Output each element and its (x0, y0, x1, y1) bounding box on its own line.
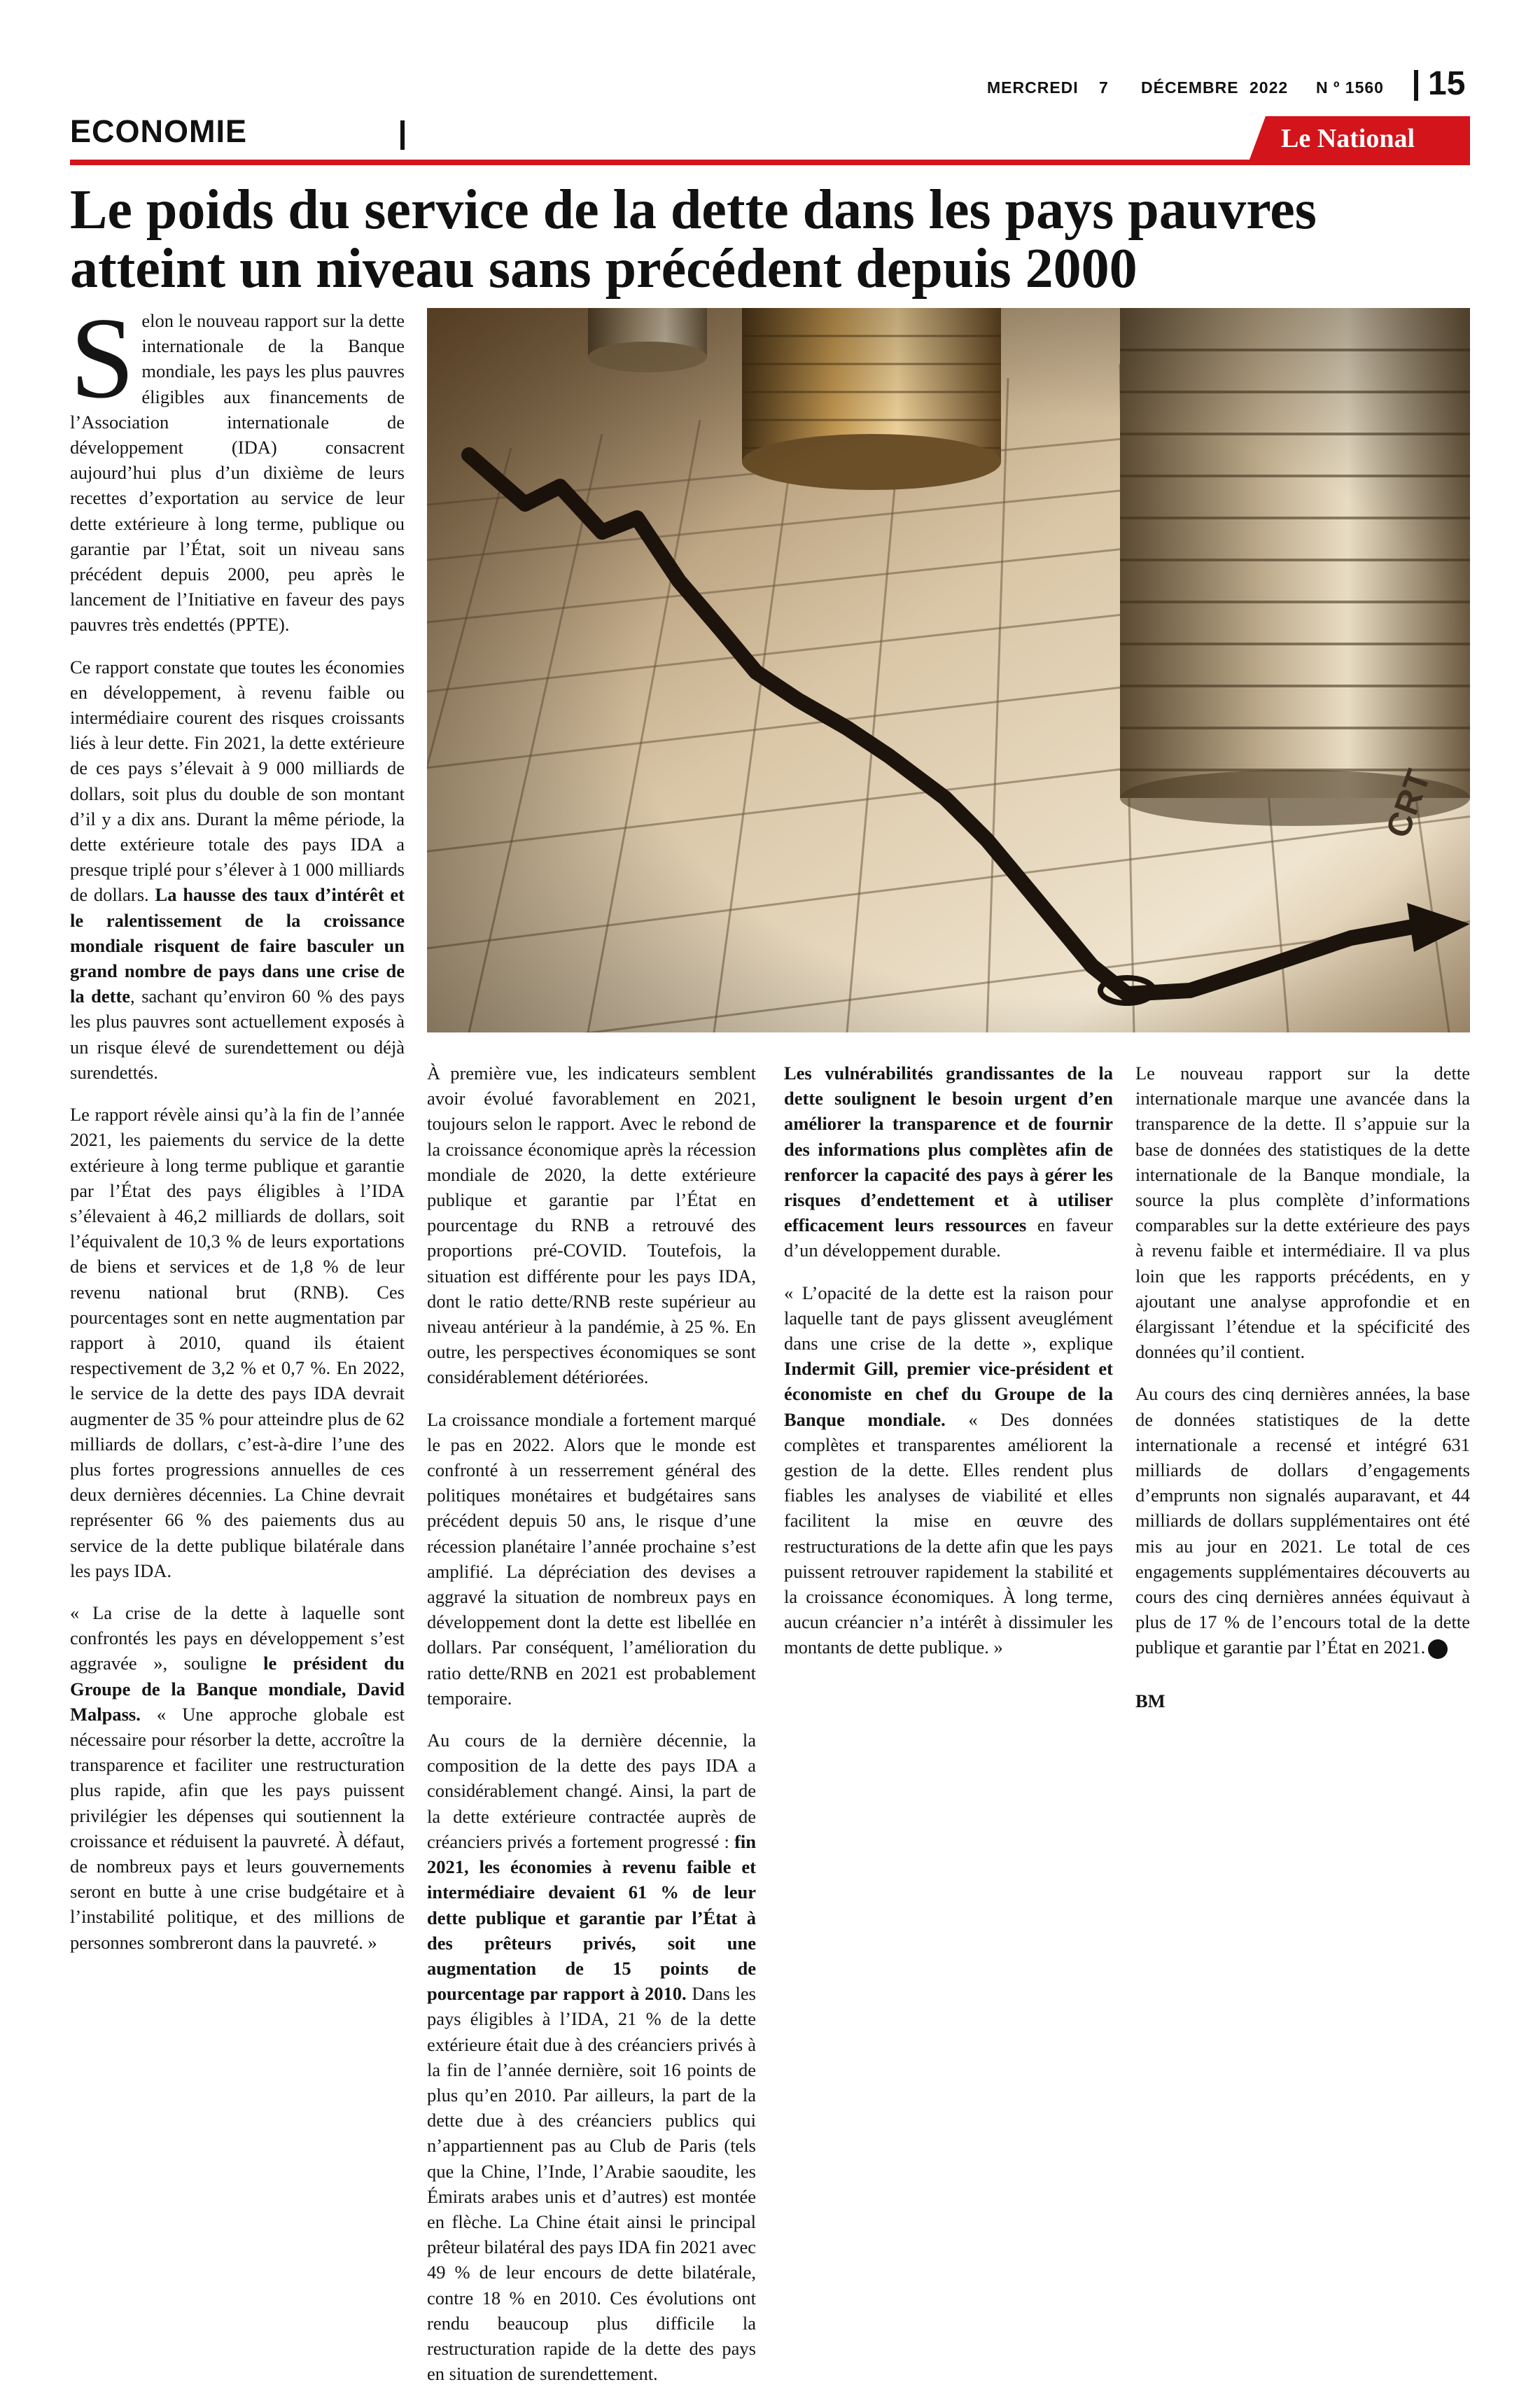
paragraph-1-text: elon le nouveau rapport sur la dette internationale de la Banque mondiale, les pays les plus pauvres éligibles aux financements de l’Association internationale de développement (IDA) consacrent aujourd’hui plus d’un dixième de leurs recettes d’exportation au service de leur dette extérieure à long terme, publique ou garantie par l’État, soit un niveau sans précédent depuis 2000, peu après le lancement de l’Initiative en faveur des pays pauvres très endettés (PPTE). (70, 310, 405, 636)
header-date-day: 7 (1099, 78, 1109, 97)
paragraph-2-after: , sachant qu’environ 60 % des pays les plus pauvres sont actuellement exposés à un risque élevé de surendettement ou déjà surendettés. (70, 986, 405, 1083)
article-photo (427, 308, 1470, 1032)
paragraph-4-before: « La crise de la dette à laquelle sont confrontés les pays en développement s’est aggravée », souligne (70, 1602, 405, 1674)
paragraph-9-after: « Des données complètes et transparentes améliorent la gestion de la dette. Elles rendent plus fiables les analyses de viabilité et elles facilitent la mise en œuvre des restructurations de la dette afin que les pays puissent retrouver rapidement la stabilité et la croissance économiques. À long terme, aucun créancier n’a intérêt à dissimuler les montants de dette publique. » (784, 1408, 1113, 1658)
article-paragraph-4 (70, 1600, 405, 1955)
paragraph-7-before: Au cours de la dernière décennie, la composition de la dette des pays IDA a considérablement changé. Ainsi, la part de la dette extérieure contractée auprès de créanciers privés a fortement progressé : (427, 1730, 756, 1852)
end-mark-icon (1428, 1639, 1448, 1659)
article-column-1 (70, 293, 405, 1972)
section-divider (400, 120, 405, 150)
header-issue-number: N º 1560 (1316, 78, 1384, 97)
article-paragraph-3: Le rapport révèle ainsi qu’à la fin de l’année 2021, les paiements du service de la dette extérieure à long terme publique et garantie par l’État des pays éligibles à l’IDA s’élevaient à 46,2 milliards de dollars, soit l’équivalent de 10,3 % de leurs exportations de biens et services et de 1,8 % de leur revenu national brut (RNB). Ces pourcentages sont en nette augmentation par rapport à 2010, quand ils étaient respectivement de 3,2 % et 0,7 %. En 2022, le service de la dette des pays IDA devrait augmenter de 35 % pour atteindre plus de 62 milliards de dollars, c’est-à-dire l’une des plus fortes progressions annuelles de ces deux dernières décennies. La Chine devrait représenter 66 % des paiements dus au service de la dette publique bilatérale dans les pays IDA. (70, 1104, 405, 1581)
paragraph-8-after: en faveur d’un développement durable. (784, 1214, 1113, 1261)
article-paragraph-10: Le nouveau rapport sur la dette internationale marque une avancée dans la transparence de la dette. Il s’appuie sur la base de données des statistiques de la dette internationale de la Banque mondiale, la source la plus complète d’informations comparables sur la dette extérieure des pays à revenu faible et intermédiaire. Il va plus loin que les rapports précédents, en y ajoutant une analyse approfondie et en élargissant l’étendue et la spécificité des données qu’il contient. (1135, 1063, 1470, 1363)
page-number: 15 (1428, 65, 1466, 102)
paragraph-9-before: « L’opacité de la dette est la raison pour laquelle tant de pays glissent aveuglément dans une crise de la dette », explique (784, 1282, 1113, 1354)
section-label: ECONOMIE (70, 113, 248, 149)
article-paragraph-5: À première vue, les indicateurs semblent avoir évolué favorablement en 2021, toujours selon le rapport. Avec le rebond de la croissance économique après la récession mondiale de 2020, la dette extérieure publique et garantie par l’État en pourcentage du RNB a retrouvé des proportions pré-COVID. Toutefois, la situation est différente pour les pays IDA, dont le ratio dette/RNB reste supérieur au niveau antérieur à la pandémie, à 25 %. En outre, les perspectives économiques se sont considérablement détériorées. (427, 1063, 756, 1388)
brand-name: Le National (1281, 124, 1415, 153)
article-signature: BM (1135, 1690, 1166, 1711)
article-paragraph-11 (1135, 1381, 1470, 1660)
paragraph-7-after: Dans les pays éligibles à l’IDA, 21 % de la dette extérieure était due à des créanciers privés à la fin de l’année dernière, soit 16 points de plus qu’en 2010. Par ailleurs, la part de la dette due à des créanciers publics qui n’appartiennent pas au Club de Paris (tels que la Chine, l’Inde, l’Arabie saoudite, les Émirats arabes unis et d’autres) est montée en flèche. La Chine était ainsi le principal prêteur bilatéral des pays IDA fin 2021 avec 49 % de leur encours de dette bilatérale, contre 18 % en 2010. Ces évolutions ont rendu beaucoup plus difficile la restructuration rapide de la dette des pays en situation de surendettement. (427, 1983, 756, 2385)
article-paragraph-7 (427, 1728, 756, 2386)
article-paragraph-6: La croissance mondiale a fortement marqué le pas en 2022. Alors que le monde est confronté à un resserrement général des politiques monétaires et budgétaires sans précédent depuis 50 ans, le risque d’une récession planétaire l’année prochaine s’est amplifié. La dépréciation des devises a aggravé la situation de nombreux pays en développement dont la dette est libellée en dollars. Par conséquent, l’amélioration du ratio dette/RNB en 2021 est probablement temporaire. (427, 1408, 756, 1709)
header-day: MERCREDI (987, 78, 1079, 97)
header-divider (1414, 70, 1418, 101)
drop-cap: S (70, 293, 135, 422)
article-column-4 (1135, 1060, 1470, 1730)
article-paragraph-2 (70, 654, 405, 1085)
paragraph-2-text: Ce rapport constate que toutes les économies en développement, à revenu faible ou intermédiaire courent des risques croissants liés à leur dette. Fin 2021, la dette extérieure de ces pays s’élevait à 9 000 milliards de dollars, soit plus du double de son montant d’il y a dix ans. Durant la même période, la dette extérieure totale des pays IDA a presque triplé pour s’élever à 1 000 milliards de dollars. (70, 656, 405, 906)
header-year: 2022 (1250, 78, 1289, 97)
paragraph-4-after: « Une approche globale est nécessaire pour résorber la dette, accroître la transparence et faciliter une restructuration plus rapide, afin que les pays puissent privilégier les dépenses qui soutiennent la croissance et réduisent la pauvreté. À défaut, de nombreux pays et leurs gouvernements seront en butte à une crise budgétaire et à l’instabilité politique, et des millions de personnes sombreront dans la pauvreté. » (70, 1703, 405, 1953)
header-month: DÉCEMBRE (1141, 78, 1239, 97)
paragraph-8-bold: Les vulnérabilités grandissantes de la dette soulignent le besoin urgent d’en améliorer la transparence et de fournir des informations plus complètes afin de renforcer la capacité des pays à gérer les risques d’endettement et à utiliser efficacement leurs ressources (784, 1063, 1113, 1236)
article-paragraph-8 (784, 1060, 1113, 1263)
article-paragraph-9 (784, 1280, 1113, 1660)
article-title: Le poids du service de la dette dans les pays pauvres atteint un niveau sans précédent depuis 2000 (70, 179, 1317, 300)
article-column-3 (784, 1060, 1113, 1677)
article-paragraph-1 (70, 293, 405, 638)
article-column-2 (427, 1060, 756, 2403)
paragraph-9-bold: Indermit Gill, premier vice-président et économiste en chef du Groupe de la Banque mondiale. (784, 1358, 1113, 1430)
paragraph-2-bold: La hausse des taux d’intérêt et le ralentissement de la croissance mondiale risquent de faire basculer un grand nombre de pays dans une crise de la dette (70, 884, 405, 1007)
paragraph-11-text: Au cours des cinq dernières années, la base de données statistiques de la dette internationale a recensé et intégré 631 milliards de dollars d’engagements d’emprunts non signalés auparavant, et 44 milliards de dollars supplémentaires ont été mis au jour en 2021. Le total de ces engagements supplémentaires découverts au cours des cinq dernières années équivaut à plus de 17 % de l’encours total de la dette publique et garantie par l’État en 2021. (1135, 1383, 1470, 1658)
paragraph-4-bold: le président du Groupe de la Banque mondiale, David Malpass. (70, 1653, 405, 1725)
paragraph-7-bold: fin 2021, les économies à revenu faible et intermédiaire devaient 61 % de leur dette publique et garantie par l’État à des prêteurs privés, soit une augmentation de 15 points de pourcentage par rapport à 2010. (427, 1830, 756, 2005)
